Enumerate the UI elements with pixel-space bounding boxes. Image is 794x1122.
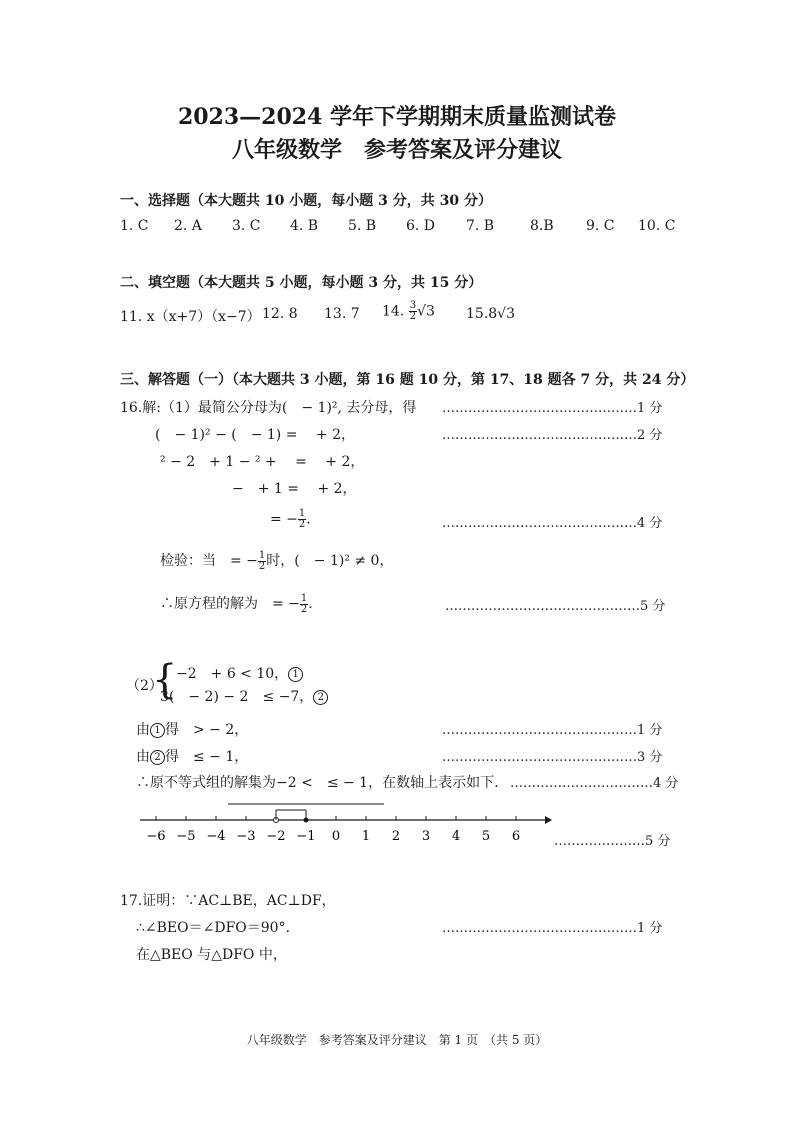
frac-den: 2: [258, 560, 266, 572]
tick-label: −3: [236, 829, 256, 844]
eq1-text: −2 + 6 < 10，: [176, 666, 289, 682]
check-suffix: 时，( − 1)² ≠ 0，: [266, 553, 394, 569]
tick-label: 4: [451, 829, 461, 844]
tick-label: 2: [391, 829, 401, 844]
q16b-from2: [136, 746, 248, 766]
tick-label: 6: [511, 829, 521, 844]
circled-number: 1: [150, 723, 165, 738]
answer-5: 5. B: [348, 218, 377, 234]
answer-8: 8.B: [530, 218, 554, 234]
answer-7: 7. B: [466, 218, 495, 234]
section2-heading: 二、填空题（本大题共 5 小题，每小题 3 分，共 15 分）: [120, 275, 483, 291]
answer-14: [382, 301, 435, 322]
q16-line1: 16.解:（1）最简公分母为( − 1)², 去分母，得: [120, 400, 417, 416]
number-line: [140, 795, 560, 850]
page-subtitle: 八年级数学 参考答案及评分建议: [231, 137, 562, 163]
answer-12: 12. 8: [262, 306, 298, 322]
q16b-eq1: [176, 663, 303, 683]
section3-heading: 三、解答题（一）（本大题共 3 小题，第 16 题 10 分，第 17、18 题各 7 分，共 24 分）: [120, 372, 695, 388]
score-value: 4 分: [653, 776, 679, 791]
q16-line2: ( − 1)² − ( − 1) = + 2，: [155, 427, 355, 443]
tick-label: 0: [331, 829, 341, 844]
score-value: 5 分: [645, 834, 671, 849]
tick-label: −1: [296, 829, 316, 844]
eq2-text: 3( − 2) − 2 ≤ −7，: [160, 689, 314, 705]
answer-11: 11. x（x+7）（x−7）: [120, 309, 261, 325]
answer-10: 10. C: [638, 218, 676, 234]
score-leader: ………………………………………1 分: [442, 723, 663, 738]
answer-3: 3. C: [232, 218, 261, 234]
page-footer: 八年级数学 参考答案及评分建议 第 1 页 （共 5 页）: [246, 1033, 548, 1047]
q16-line5-prefix: = −: [270, 511, 298, 528]
score-leader: ………………………………………3 分: [442, 750, 663, 765]
score-leader: ………………………………………4 分: [442, 516, 663, 531]
score-leader: ………………………………………1 分: [442, 921, 663, 936]
answer-4: 4. B: [290, 218, 319, 234]
tick-label: 5: [481, 829, 491, 844]
frac-num: 1: [298, 508, 306, 519]
score-leader: ………………………………………2 分: [442, 428, 663, 443]
from-prefix: 由: [136, 749, 150, 765]
tick-label: −6: [146, 829, 166, 844]
q17-line3: 在△BEO 与△DFO 中，: [136, 947, 287, 963]
system-brace: {: [152, 657, 178, 703]
tick-label: 1: [361, 829, 371, 844]
score-leader: ………………………………………1 分: [442, 401, 663, 416]
q16b-eq2: [160, 686, 328, 706]
q17-line1: 17.证明：∵AC⊥BE，AC⊥DF，: [120, 893, 336, 909]
score-value: 1 分: [637, 401, 663, 416]
tick-label: 3: [421, 829, 431, 844]
section1-heading: 一、选择题（本大题共 10 小题，每小题 3 分，共 30 分）: [120, 193, 492, 209]
q16-line4: − + 1 = + 2，: [232, 481, 357, 497]
check-prefix: 检验：当 = −: [160, 553, 258, 569]
answer-1: 1. C: [120, 218, 149, 234]
frac-num: 3: [409, 300, 417, 311]
tick-label: −5: [176, 829, 196, 844]
q16b-from1: [136, 719, 248, 739]
circled-number: 1: [288, 667, 303, 682]
solution-prefix: ∴原方程的解为 = −: [160, 596, 300, 612]
q16-line5: [270, 509, 311, 530]
score-leader: …………………5 分: [554, 834, 671, 849]
from-prefix: 由: [136, 722, 150, 738]
score-value: 5 分: [640, 599, 666, 614]
frac-den: 2: [409, 311, 417, 322]
from-suffix: 得 > − 2，: [165, 722, 249, 738]
frac-den: 2: [298, 519, 306, 530]
answer-14-prefix: 14.: [382, 303, 405, 320]
score-value: 1 分: [637, 921, 663, 936]
fraction: [409, 301, 417, 322]
q16-line3: ² − 2 + 1 − ² + = + 2，: [160, 454, 365, 470]
period: .: [308, 596, 313, 612]
q16b-label: （2）: [126, 678, 163, 694]
arrow-icon: [545, 816, 552, 824]
circled-number: 2: [150, 750, 165, 765]
frac-num: 1: [258, 549, 266, 561]
q16-solution: [160, 593, 313, 615]
page-title: 2023—2024 学年下学期期末质量监测试卷: [177, 104, 617, 130]
q17-line2: ∴∠BEO＝∠DFO＝90°．: [136, 920, 300, 936]
answer-13: 13. 7: [324, 306, 360, 322]
score-value: 4 分: [637, 516, 663, 531]
circled-number: 2: [313, 690, 328, 705]
period: .: [306, 511, 311, 528]
answer-14-root: √3: [417, 303, 435, 320]
answer-15: 15.8√3: [466, 306, 515, 322]
tick-label: −4: [206, 829, 226, 844]
score-leader: ………………………………………5 分: [445, 599, 666, 614]
answer-6: 6. D: [406, 218, 436, 234]
frac-num: 1: [300, 592, 308, 604]
q16-check: [160, 550, 393, 572]
score-leader: ……………………………4 分: [510, 776, 679, 791]
from-suffix: 得 ≤ − 1，: [165, 749, 249, 765]
score-value: 3 分: [637, 750, 663, 765]
score-value: 2 分: [637, 428, 663, 443]
answer-2: 2. A: [174, 218, 202, 234]
answer-9: 9. C: [586, 218, 615, 234]
frac-den: 2: [300, 603, 308, 615]
q16b-result: ∴原不等式组的解集为−2 < ≤ − 1，在数轴上表示如下.: [136, 775, 499, 791]
score-value: 1 分: [637, 723, 663, 738]
tick-label: −2: [266, 829, 286, 844]
